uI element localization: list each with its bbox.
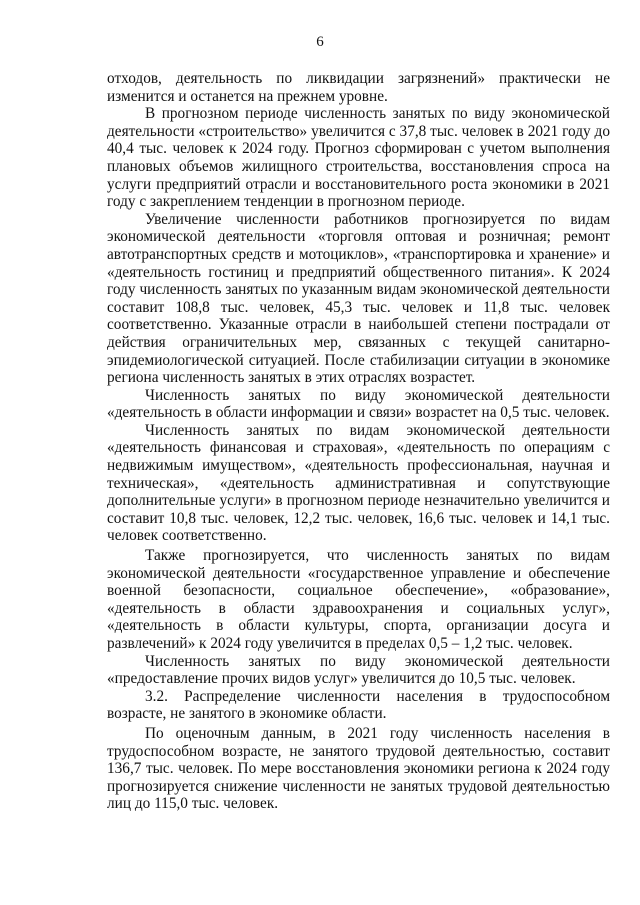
paragraph-trade-transport: Увеличение численности работников прогнозируется по видам экономической деятельности «торговля оптовая и розничная; ремонт автотранспортных средств и мотоциклов», «транспортировка и хранение» и «деятельность гостиниц и предприятий общественного питания». К 2024 году численность занятых по указанным видам экономической деятельности составит 108,8 тыс. человек, 45,3 тыс. человек и 11,8 тыс. человек соответственно. Указанные отрасли в наибольшей степени пострадали от действия ограничительных мер, связанных с текущей санитарно-эпидемиологической ситуацией. После стабилизации ситуации в экономике региона численность занятых в этих отраслях возрастет. xyxy=(107,210,610,387)
paragraph-finance: Численность занятых по видам экономической деятельности «деятельность финансовая и страховая», «деятельность по операциям с недвижимым имуществом», «деятельность профессиональная, научная и техническая», «деятельность административная и сопутствующие дополнительные услуги» в прогнозном периоде незначительно увеличится и составит 10,8 тыс. человек, 12,2 тыс. человек, 16,6 тыс. человек и 14,1 тыс. человек соответственно. xyxy=(107,421,610,545)
document-body xyxy=(107,70,610,813)
paragraph-information: Численность занятых по виду экономической деятельности «деятельность в области информации и связи» возрастет на 0,5 тыс. человек. xyxy=(107,386,610,422)
paragraph-public-sector: Также прогнозируется, что численность занятых по видам экономической деятельности «государственное управление и обеспечение военной безопасности, социальное обеспечение», «образование», «деятельность в области здравоохранения и социальных услуг», «деятельность в области культуры, спорта, организации досуга и развлечений» к 2024 году увеличится в пределах 0,5 – 1,2 тыс. человек. xyxy=(107,547,610,652)
paragraph-unemployed: По оценочным данным, в 2021 году численность населения в трудоспособном возрасте, не занятого трудовой деятельностью, составит 136,7 тыс. человек. По мере восстановления экономики региона к 2024 году прогнозируется снижение численности не занятых трудовой деятельностью лиц до 115,0 тыс. человек. xyxy=(107,724,610,813)
section-heading-3-2: 3.2. Распределение численности населения в трудоспособном возрасте, не занятого в экономике области. xyxy=(107,687,610,723)
page-number: 6 xyxy=(316,34,324,50)
paragraph-other-services: Численность занятых по виду экономической деятельности «предоставление прочих видов услуг» увеличится до 10,5 тыс. человек. xyxy=(107,652,610,688)
paragraph-continuation: отходов, деятельность по ликвидации загрязнений» практически не изменится и останется на прежнем уровне. xyxy=(107,70,610,105)
paragraph-construction: В прогнозном периоде численность занятых по виду экономической деятельности «строительство» увеличится с 37,8 тыс. человек в 2021 году до 40,4 тыс. человек к 2024 году. Прогноз сформирован с учетом выполнения плановых объемов жилищного строительства, восстановления спроса на услуги предприятий отрасли и восстановительного роста экономики в 2021 году с закреплением тенденции в прогнозном периоде. xyxy=(107,105,610,211)
